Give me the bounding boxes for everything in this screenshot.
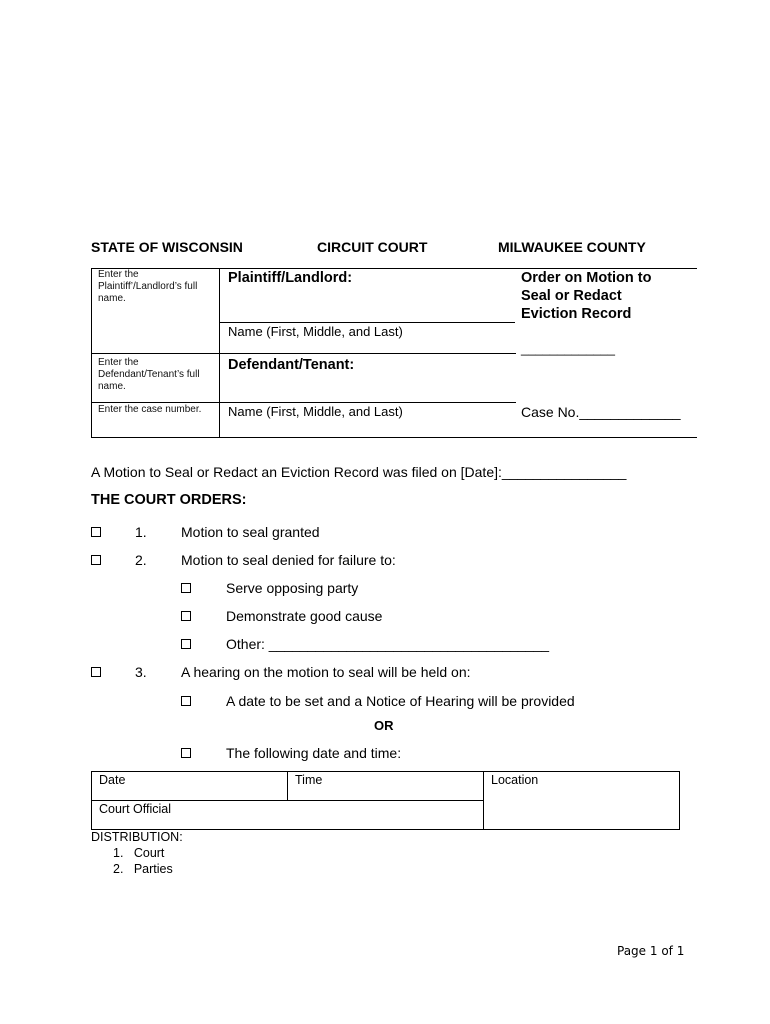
item-3-number: 3. <box>135 664 147 680</box>
time-label: Time <box>295 773 323 787</box>
checkbox-granted[interactable] <box>91 527 101 537</box>
option-serve-party: Serve opposing party <box>226 580 359 596</box>
or-separator: OR <box>374 718 394 733</box>
form-title-line-1: Order on Motion to <box>521 270 652 286</box>
date-label: Date <box>99 773 126 787</box>
option-good-cause: Demonstrate good cause <box>226 608 383 624</box>
caption-divider-1 <box>91 353 516 354</box>
state-heading: STATE OF WISCONSIN <box>91 239 243 255</box>
plaintiff-label: Plaintiff/Landlord: <box>228 270 353 286</box>
court-orders-heading: THE COURT ORDERS: <box>91 492 247 508</box>
distribution-item-parties: 2. Parties <box>113 862 173 876</box>
motion-filed-date-field[interactable]: A Motion to Seal or Redact an Eviction Record was filed on [Date]:________________ <box>91 464 627 480</box>
defendant-hint: Enter the Defendant/Tenant’s full name. <box>98 357 200 392</box>
checkbox-other[interactable] <box>181 639 191 649</box>
case-number-hint: Enter the case number. <box>98 404 202 415</box>
item-2-text: Motion to seal denied for failure to: <box>181 552 396 568</box>
item-1-number: 1. <box>135 524 147 540</box>
item-1-text: Motion to seal granted <box>181 524 320 540</box>
defendant-label: Defendant/Tenant: <box>228 357 355 373</box>
plaintiff-name-hint: Name (First, Middle, and Last) <box>228 324 403 339</box>
distribution-heading: DISTRIBUTION: <box>91 830 183 844</box>
plaintiff-hint: Enter the Plaintiff’/Landlord’s full name. <box>98 269 198 304</box>
caption-divider-2 <box>91 402 516 403</box>
case-number-field[interactable]: Case No._____________ <box>521 404 681 420</box>
location-label: Location <box>491 773 539 787</box>
checkbox-hearing[interactable] <box>91 667 101 677</box>
item-2-number: 2. <box>135 552 147 568</box>
form-title-line-3: Eviction Record <box>521 306 632 322</box>
form-title-line-2: Seal or Redact <box>521 288 622 304</box>
item-3-text: A hearing on the motion to seal will be held on: <box>181 664 471 680</box>
option-date-tbd: A date to be set and a Notice of Hearing will be provided <box>226 693 575 709</box>
county-heading: MILWAUKEE COUNTY <box>498 239 646 255</box>
form-number-blank[interactable]: _____________ <box>521 341 615 356</box>
caption-bottom-border <box>91 437 697 438</box>
court-official-cell[interactable] <box>91 800 484 830</box>
checkbox-date-time[interactable] <box>181 748 191 758</box>
option-other-field[interactable]: Other: ____________________________________ <box>226 636 550 652</box>
court-official-label: Court Official <box>99 802 172 816</box>
hearing-location-cell[interactable] <box>483 771 680 830</box>
hearing-date-cell[interactable] <box>91 771 288 801</box>
checkbox-serve-party[interactable] <box>181 583 191 593</box>
option-date-time: The following date and time: <box>226 745 402 761</box>
checkbox-denied[interactable] <box>91 555 101 565</box>
court-heading: CIRCUIT COURT <box>317 239 428 255</box>
defendant-name-hint: Name (First, Middle, and Last) <box>228 404 403 419</box>
distribution-item-court: 1. Court <box>113 846 165 860</box>
page-number: Page 1 of 1 <box>617 944 685 958</box>
hearing-time-cell[interactable] <box>287 771 484 801</box>
plaintiff-underline <box>219 322 515 323</box>
checkbox-good-cause[interactable] <box>181 611 191 621</box>
checkbox-date-tbd[interactable] <box>181 696 191 706</box>
